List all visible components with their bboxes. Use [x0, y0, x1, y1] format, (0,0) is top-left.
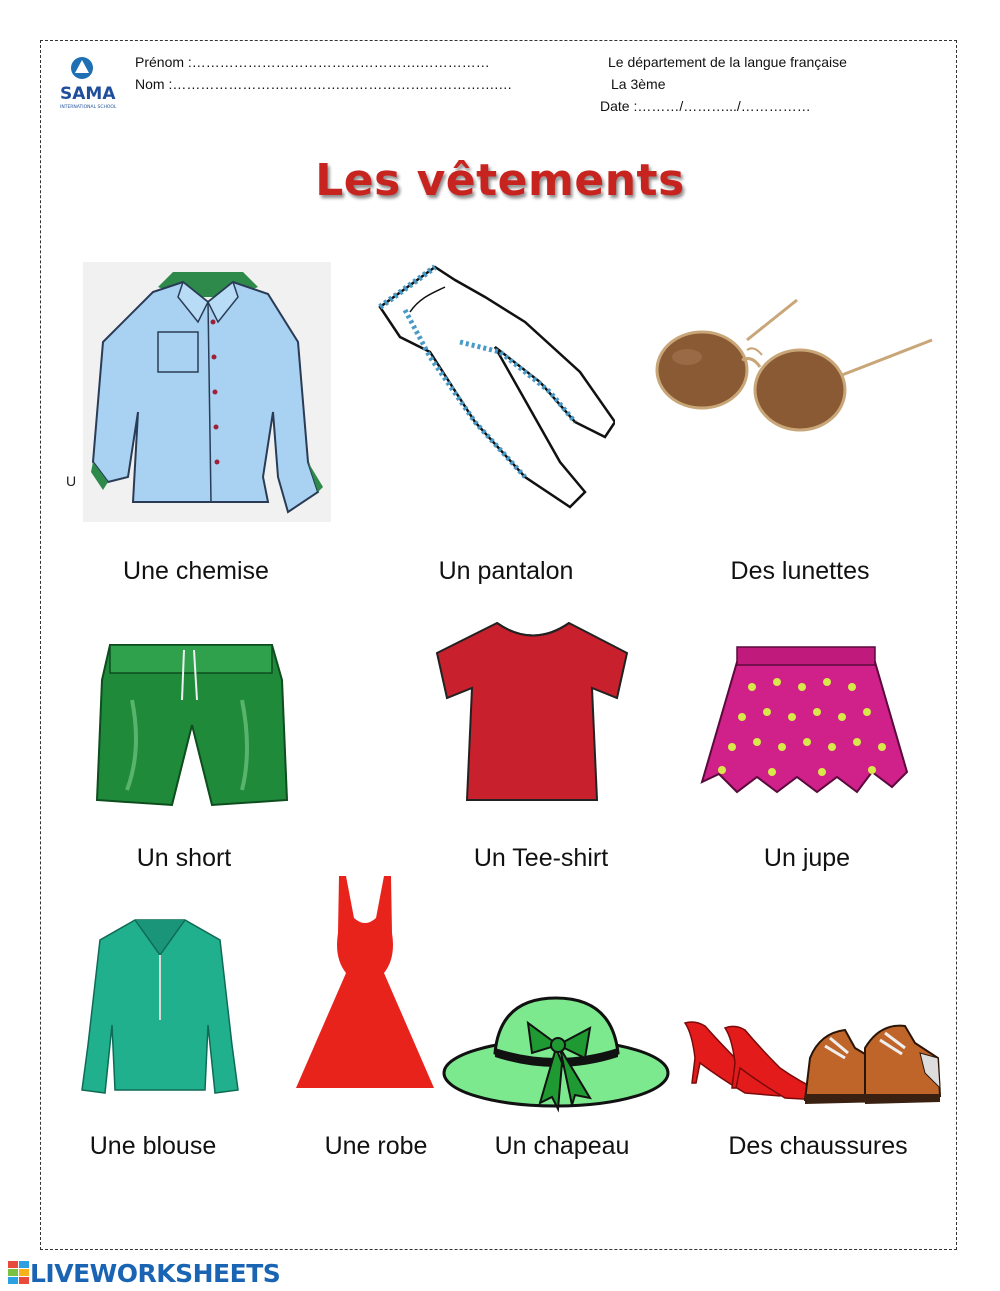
- logo-subtext: INTERNATIONAL SCHOOL: [60, 105, 117, 110]
- shorts-icon: [92, 640, 288, 815]
- stray-mark: U: [66, 473, 77, 489]
- label-blouse: Une blouse: [89, 1132, 217, 1160]
- label-lunettes: Des lunettes: [730, 557, 870, 585]
- label-jupe: Un jupe: [763, 844, 851, 872]
- label-pantalon: Un pantalon: [438, 557, 574, 585]
- label-chemise: Une chemise: [123, 557, 269, 585]
- date-field[interactable]: Date :………/……….../……………: [600, 98, 811, 114]
- blouse-icon: [80, 915, 240, 1105]
- label-chapeau: Un chapeau: [494, 1132, 630, 1160]
- trousers-icon: [375, 262, 615, 517]
- label-tshirt: Un Tee-shirt: [473, 844, 609, 872]
- school-logo: [58, 55, 130, 116]
- prenom-field[interactable]: Prénom :………………………………………….……………: [135, 54, 490, 70]
- liveworksheets-logo[interactable]: [8, 1258, 280, 1288]
- class-text: La 3ème: [611, 76, 666, 92]
- skirt-icon: [697, 642, 915, 802]
- label-chaussures: Des chaussures: [728, 1132, 908, 1160]
- label-short: Un short: [136, 844, 232, 872]
- shirt-icon: [83, 262, 331, 527]
- dress-icon: [294, 873, 436, 1100]
- logo-text: SAMA: [60, 84, 116, 104]
- blocks-icon: [8, 1261, 30, 1285]
- department-text: Le département de la langue française: [608, 54, 847, 70]
- hat-icon: [440, 993, 673, 1118]
- brand-text: LIVEWORKSHEETS: [30, 1258, 281, 1288]
- label-robe: Une robe: [324, 1132, 428, 1160]
- page-title: Les vêtements: [315, 155, 685, 206]
- shoes-icon: [680, 1018, 942, 1113]
- nom-field[interactable]: Nom :…………………………………………………………….…: [135, 76, 513, 92]
- sunglasses-icon: [652, 295, 937, 450]
- tshirt-icon: [432, 618, 634, 808]
